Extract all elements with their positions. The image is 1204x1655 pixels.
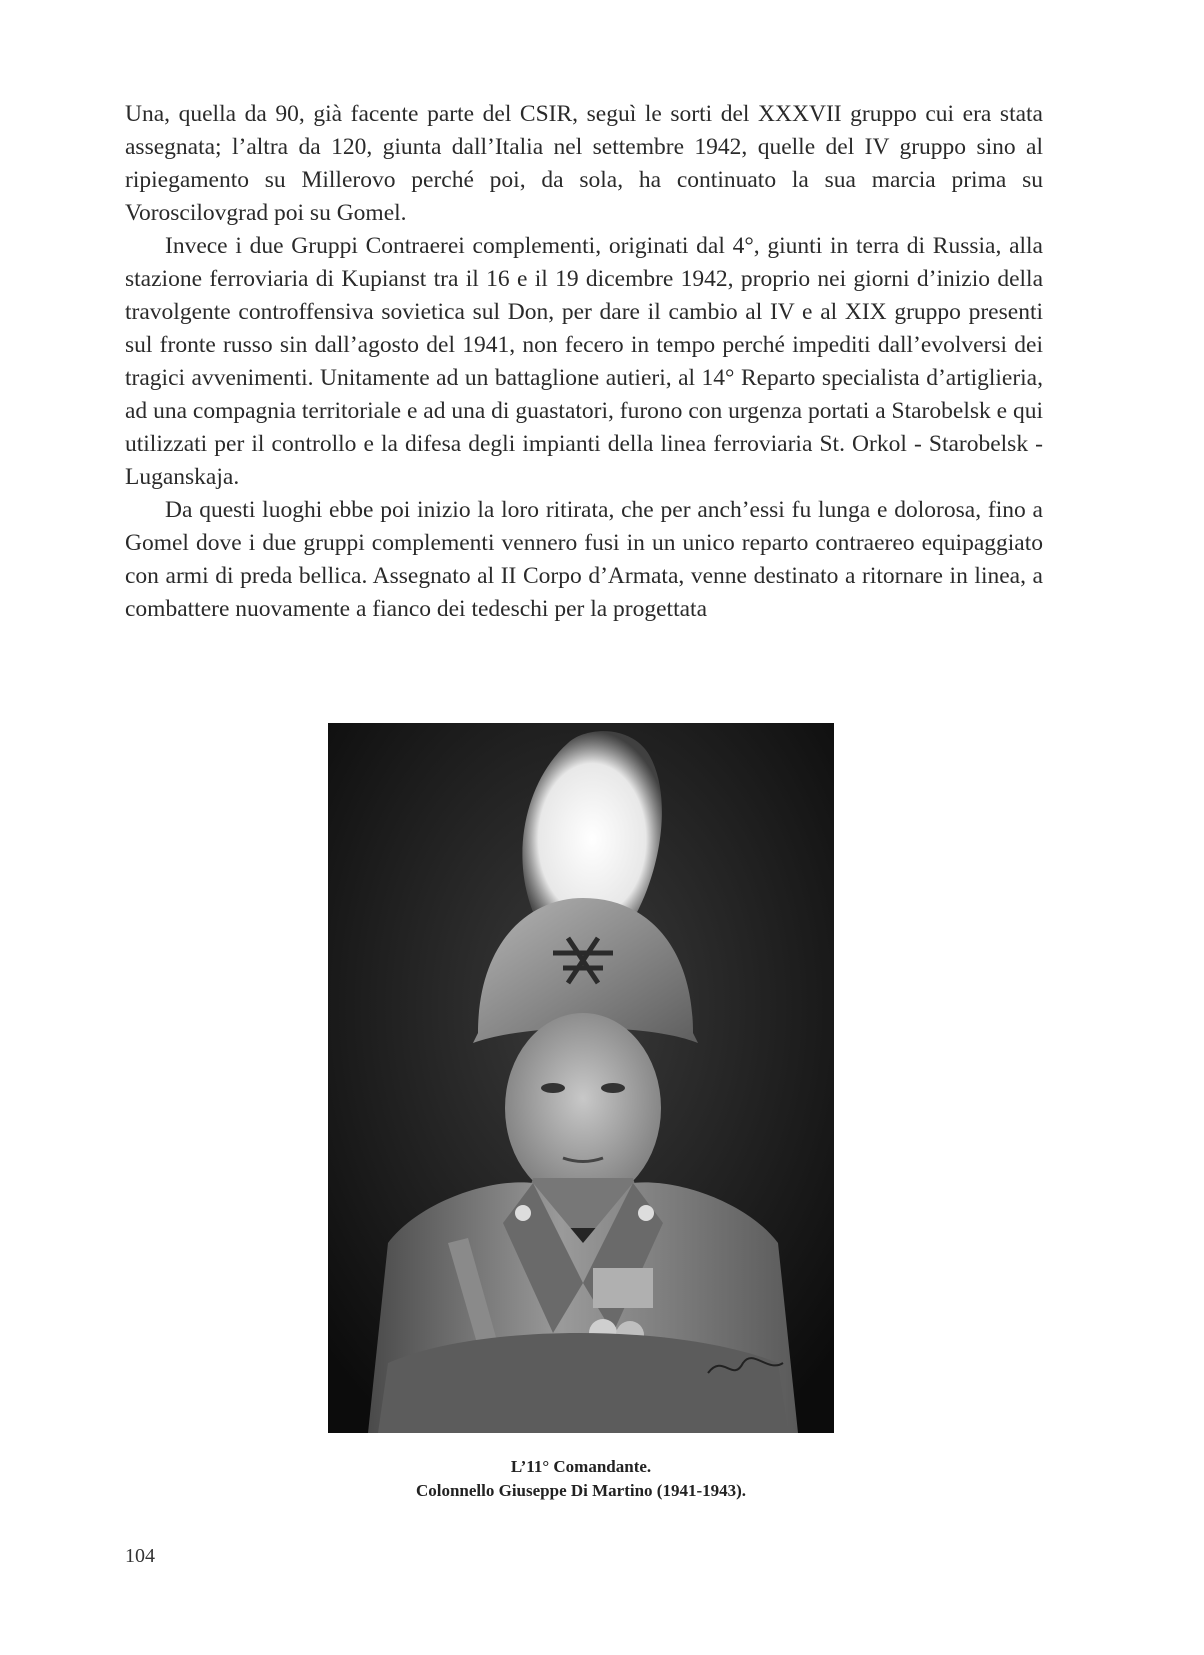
portrait-photo [328, 723, 834, 1433]
caption-subtitle: Colonnello Giuseppe Di Martino (1941-1943). [415, 1481, 747, 1500]
paragraph-2: Invece i due Gruppi Contraerei complementi, originati dal 4°, giunti in terra di Russia, alla stazione ferroviaria di Kupianst tra il 16 e il 19 dicembre 1942, proprio nei giorni d’inizio della travolgente controffensiva sovietica sul Don, per dare il cambio al IV e al XIX gruppo presenti sul fronte russo sin dall’agosto del 1941, non fecero in tempo perché impediti dall’evolversi dei tragici avvenimenti. Unitamente ad un battaglione autieri, al 14° Reparto specialista d’artiglieria, ad una compagnia territoriale e ad una di guastatori, furono con urgenza portati a Starobelsk e qui utilizzati per il controllo e la difesa degli impianti della linea ferroviaria St. Orkol - Starobelsk - Luganskaja. [125, 233, 1043, 490]
body-text [125, 98, 1043, 626]
paragraph-1: Una, quella da 90, già facente parte del CSIR, seguì le sorti del XXXVII gruppo cui era stata assegnata; l’altra da 120, giunta dall’Italia nel settembre 1942, quelle del IV gruppo sino al ripiegamento su Millerovo perché poi, da sola, ha continuato la sua marcia prima su Voroscilovgrad poi su Gomel. [125, 101, 1043, 226]
caption-title: L’11° Comandante. [510, 1457, 652, 1476]
photo-caption [328, 1455, 834, 1503]
portrait-illustration [328, 723, 834, 1433]
page-number: 104 [125, 1545, 155, 1567]
paragraph-3: Da questi luoghi ebbe poi inizio la loro ritirata, che per anch’essi fu lunga e dolorosa, fino a Gomel dove i due gruppi complementi vennero fusi in un unico reparto contraereo equipaggiato con armi di preda bellica. Assegnato al II Corpo d’Armata, venne destinato a ritornare in linea, a combattere nuovamente a fianco dei tedeschi per la progettata [125, 497, 1043, 622]
